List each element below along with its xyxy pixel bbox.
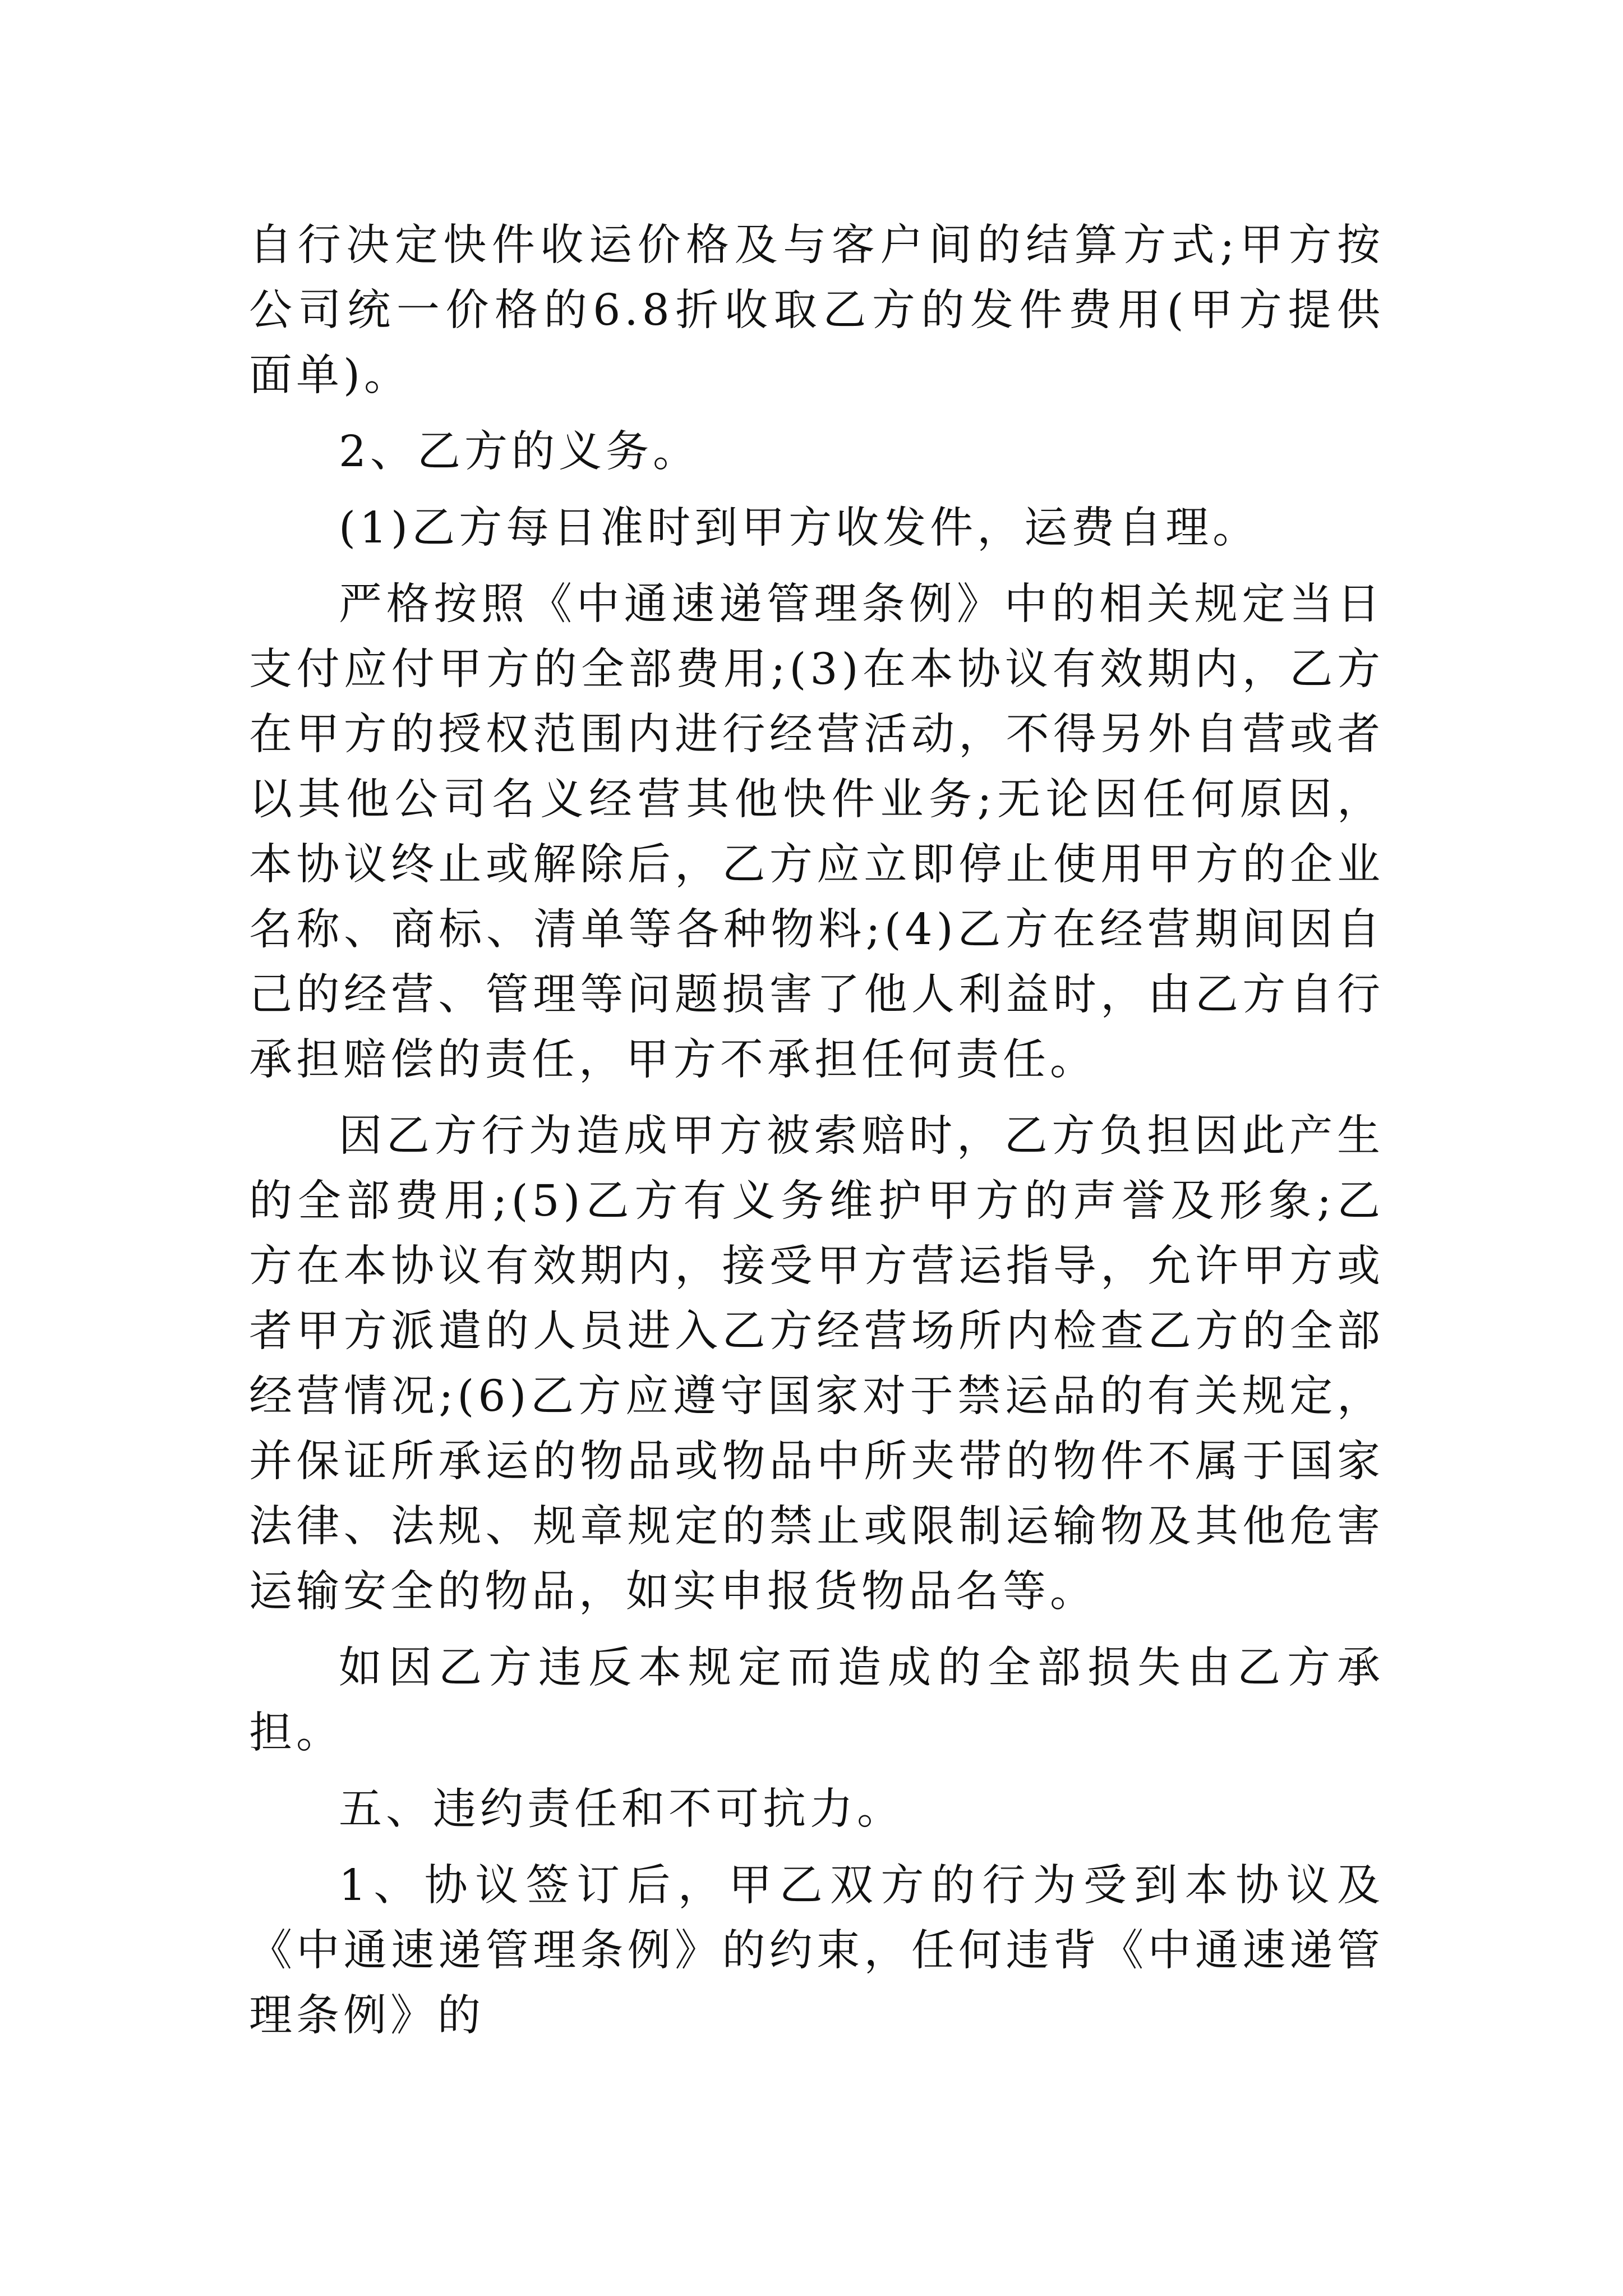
paragraph-obligations-heading: 2、乙方的义务。	[339, 427, 700, 477]
paragraph-section-five-heading: 五、违约责任和不可抗力。	[339, 1784, 904, 1834]
paragraph-loss-liability: 如因乙方违反本规定而造成的全部损失由乙方承担。	[249, 1643, 1384, 1758]
paragraph-breach-clause-1: 1、协议签订后，甲乙双方的行为受到本协议及《中通速递管理条例》的约束，任何违背《中通速递管理条例》的	[249, 1861, 1384, 2041]
document-body	[249, 213, 1384, 2049]
paragraph-settlement: 自行决定快件收运价格及与客户间的结算方式;甲方按公司统一价格的6.8折收取乙方的发件费用(甲方提供面单)。	[249, 220, 1384, 401]
paragraph-obligation-1: (1)乙方每日准时到甲方收发件，运费自理。	[339, 503, 1260, 553]
paragraph-obligations-5-6: 因乙方行为造成甲方被索赔时，乙方负担因此产生的全部费用;(5)乙方有义务维护甲方的声誉及形象;乙方在本协议有效期内，接受甲方营运指导，允许甲方或者甲方派遣的人员进入乙方经营场所内检查乙方的全部经营情况;(6)乙方应遵守国家对于禁运品的有关规定，并保证所承运的物品或物品中所夹带的物件不属于国家法律、法规、规章规定的禁止或限制运输物及其他危害运输安全的物品，如实申报货物品名等。	[249, 1111, 1384, 1617]
paragraph-obligations-2-4: 严格按照《中通速递管理条例》中的相关规定当日支付应付甲方的全部费用;(3)在本协议有效期内，乙方在甲方的授权范围内进行经营活动，不得另外自营或者以其他公司名义经营其他快件业务;无论因任何原因，本协议终止或解除后，乙方应立即停止使用甲方的企业名称、商标、清单等各种物料;(4)乙方在经营期间因自己的经营、管理等问题损害了他人利益时，由乙方自行承担赔偿的责任，甲方不承担任何责任。	[249, 579, 1384, 1085]
